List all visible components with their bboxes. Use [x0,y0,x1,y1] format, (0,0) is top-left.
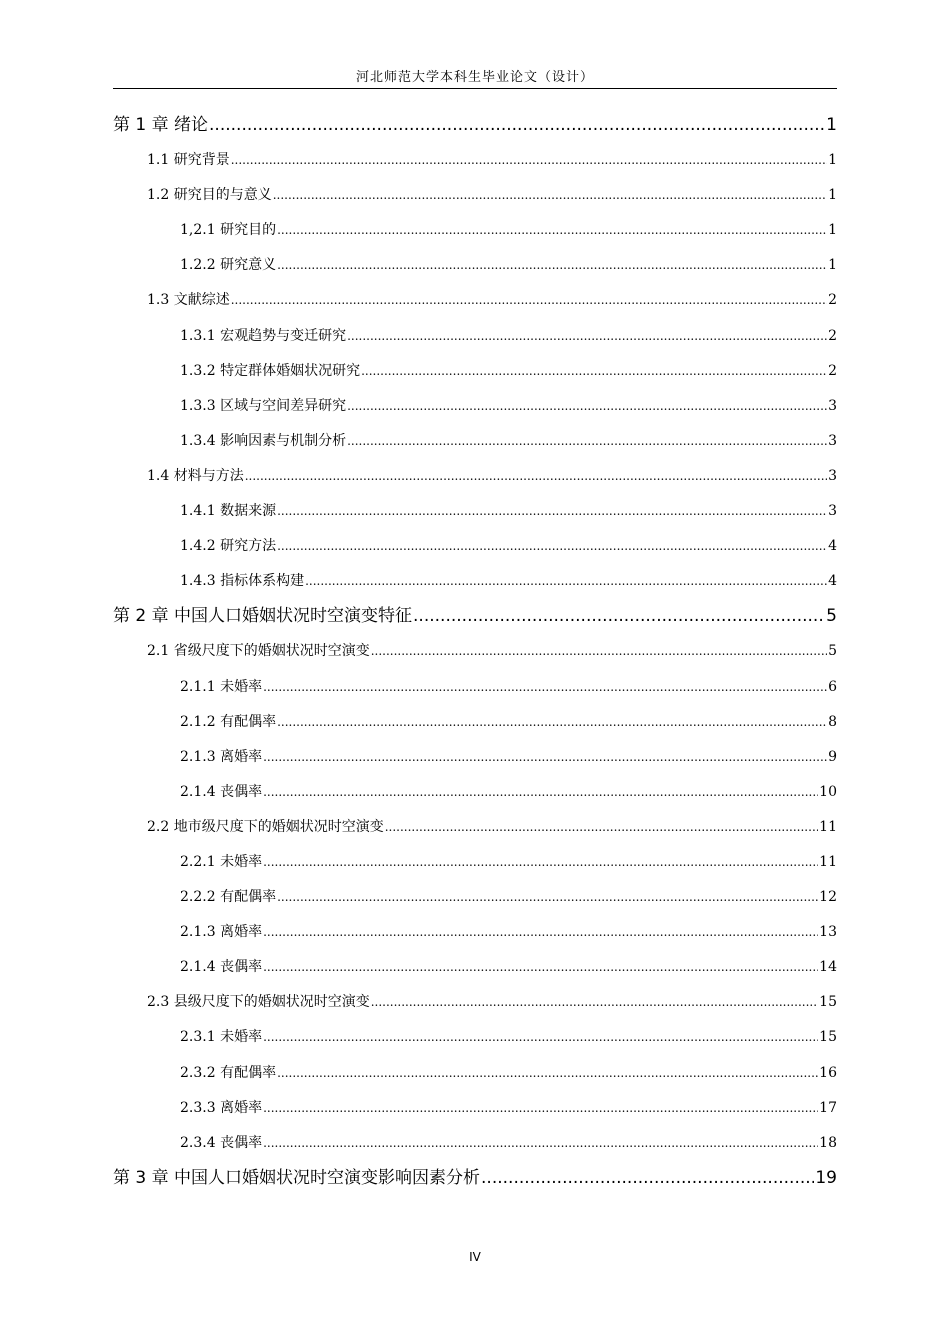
toc-chapter-entry[interactable] [113,599,837,634]
toc-entry-title: 第 2 章 中国人口婚姻状况时空演变特征 [113,606,413,627]
toc-dot-leader [273,178,827,213]
toc-dot-leader [263,1126,818,1161]
toc-subsection-entry[interactable] [113,529,837,564]
toc-subsection-entry[interactable] [113,775,837,810]
toc-section-entry[interactable] [113,459,837,494]
toc-entry-page: 15 [819,1029,837,1046]
toc-dot-leader [277,213,827,248]
toc-entry-title: 2.3.4 丧偶率 [180,1134,263,1151]
toc-entry-page: 5 [826,606,837,627]
running-header: 河北师范大学本科生毕业论文（设计） [113,66,837,89]
toc-entry-page: 1 [828,152,837,169]
toc-subsection-entry[interactable] [113,1056,837,1091]
toc-section-entry[interactable] [113,283,837,318]
page-number: IV [469,1250,481,1264]
toc-subsection-entry[interactable] [113,213,837,248]
table-of-contents [113,108,837,1196]
toc-entry-title: 1.1 研究背景 [147,152,230,169]
toc-subsection-entry[interactable] [113,319,837,354]
toc-entry-page: 3 [828,432,837,449]
toc-entry-page: 3 [828,467,837,484]
toc-entry-page: 3 [828,503,837,520]
toc-dot-leader [263,740,827,775]
toc-entry-page: 3 [828,397,837,414]
toc-subsection-entry[interactable] [113,705,837,740]
toc-chapter-entry[interactable] [113,1161,837,1196]
toc-entry-title: 2.1.4 丧偶率 [180,783,263,800]
toc-subsection-entry[interactable] [113,880,837,915]
toc-dot-leader [413,599,825,634]
toc-entry-title: 2.3.1 未婚率 [180,1029,263,1046]
toc-dot-leader [371,634,827,669]
toc-subsection-entry[interactable] [113,424,837,459]
toc-subsection-entry[interactable] [113,1126,837,1161]
toc-subsection-entry[interactable] [113,389,837,424]
toc-subsection-entry[interactable] [113,950,837,985]
toc-section-entry[interactable] [113,143,837,178]
toc-entry-title: 2.1 省级尺度下的婚姻状况时空演变 [147,643,370,660]
toc-entry-page: 16 [819,1064,837,1081]
toc-section-entry[interactable] [113,178,837,213]
toc-entry-page: 12 [819,889,837,906]
toc-subsection-entry[interactable] [113,564,837,599]
toc-dot-leader [277,494,827,529]
toc-section-entry[interactable] [113,985,837,1020]
toc-entry-title: 1.3.1 宏观趋势与变迁研究 [180,327,347,344]
toc-entry-page: 10 [819,783,837,800]
toc-entry-page: 17 [819,1099,837,1116]
toc-dot-leader [263,950,818,985]
toc-entry-title: 2.1.2 有配偶率 [180,713,277,730]
toc-entry-title: 1.4.2 研究方法 [180,538,277,555]
toc-dot-leader [263,845,818,880]
toc-entry-title: 1.3 文献综述 [147,292,230,309]
toc-entry-page: 1 [826,115,837,135]
toc-entry-page: 14 [819,959,837,976]
toc-dot-leader [347,389,827,424]
toc-subsection-entry[interactable] [113,1091,837,1126]
toc-dot-leader [347,424,827,459]
toc-entry-title: 2.2.1 未婚率 [180,853,263,870]
toc-entry-page: 4 [828,573,837,590]
toc-dot-leader [245,459,827,494]
toc-subsection-entry[interactable] [113,248,837,283]
toc-entry-page: 2 [828,327,837,344]
toc-entry-page: 11 [819,818,837,835]
toc-entry-page: 1 [828,187,837,204]
toc-entry-title: 1.4.3 指标体系构建 [180,573,305,590]
toc-dot-leader [263,1091,818,1126]
toc-entry-title: 1.4.1 数据来源 [180,503,277,520]
toc-dot-leader [263,915,818,950]
toc-dot-leader [263,670,827,705]
toc-entry-page: 4 [828,538,837,555]
toc-entry-page: 2 [828,292,837,309]
toc-entry-title: 第 3 章 中国人口婚姻状况时空演变影响因素分析 [113,1167,481,1188]
toc-entry-title: 2.1.1 未婚率 [180,678,263,695]
toc-entry-page: 6 [828,678,837,695]
toc-entry-title: 2.1.4 丧偶率 [180,959,263,976]
toc-dot-leader [263,775,818,810]
toc-entry-title: 2.1.3 离婚率 [180,748,263,765]
toc-entry-page: 1 [828,222,837,239]
toc-dot-leader [277,248,827,283]
toc-entry-title: 第 1 章 绪论 [113,115,209,135]
toc-subsection-entry[interactable] [113,740,837,775]
toc-entry-page: 1 [828,257,837,274]
toc-entry-title: 2.3.2 有配偶率 [180,1064,277,1081]
toc-entry-title: 1.3.4 影响因素与机制分析 [180,432,347,449]
toc-entry-title: 2.1.3 离婚率 [180,924,263,941]
toc-entry-title: 1.3.3 区域与空间差异研究 [180,397,347,414]
toc-dot-leader [277,705,827,740]
toc-subsection-entry[interactable] [113,845,837,880]
toc-section-entry[interactable] [113,810,837,845]
toc-entry-page: 2 [828,362,837,379]
toc-dot-leader [347,319,827,354]
toc-entry-page: 19 [815,1167,837,1188]
toc-subsection-entry[interactable] [113,494,837,529]
toc-dot-leader [209,108,825,143]
toc-entry-page: 18 [819,1134,837,1151]
toc-entry-page: 9 [828,748,837,765]
toc-subsection-entry[interactable] [113,1020,837,1055]
toc-subsection-entry[interactable] [113,670,837,705]
toc-dot-leader [231,283,827,318]
toc-dot-leader [277,880,818,915]
toc-entry-title: 1.2 研究目的与意义 [147,187,272,204]
toc-dot-leader [481,1161,814,1196]
toc-entry-page: 5 [828,643,837,660]
toc-entry-title: 1.3.2 特定群体婚姻状况研究 [180,362,361,379]
toc-entry-title: 2.3 县级尺度下的婚姻状况时空演变 [147,994,370,1011]
toc-chapter-entry[interactable] [113,108,837,143]
toc-entry-title: 1,2.1 研究目的 [180,222,277,239]
toc-subsection-entry[interactable] [113,915,837,950]
toc-dot-leader [371,985,818,1020]
toc-dot-leader [263,1020,818,1055]
toc-entry-title: 1.4 材料与方法 [147,467,244,484]
toc-dot-leader [277,529,827,564]
toc-dot-leader [231,143,827,178]
toc-dot-leader [305,564,827,599]
toc-entry-title: 2.2.2 有配偶率 [180,889,277,906]
toc-dot-leader [385,810,818,845]
toc-dot-leader [361,354,827,389]
toc-entry-title: 2.2 地市级尺度下的婚姻状况时空演变 [147,818,384,835]
toc-entry-page: 13 [819,924,837,941]
toc-dot-leader [277,1056,818,1091]
toc-entry-page: 15 [819,994,837,1011]
toc-entry-page: 11 [819,853,837,870]
toc-section-entry[interactable] [113,634,837,669]
toc-entry-title: 2.3.3 离婚率 [180,1099,263,1116]
toc-entry-page: 8 [828,713,837,730]
toc-subsection-entry[interactable] [113,354,837,389]
toc-entry-title: 1.2.2 研究意义 [180,257,277,274]
